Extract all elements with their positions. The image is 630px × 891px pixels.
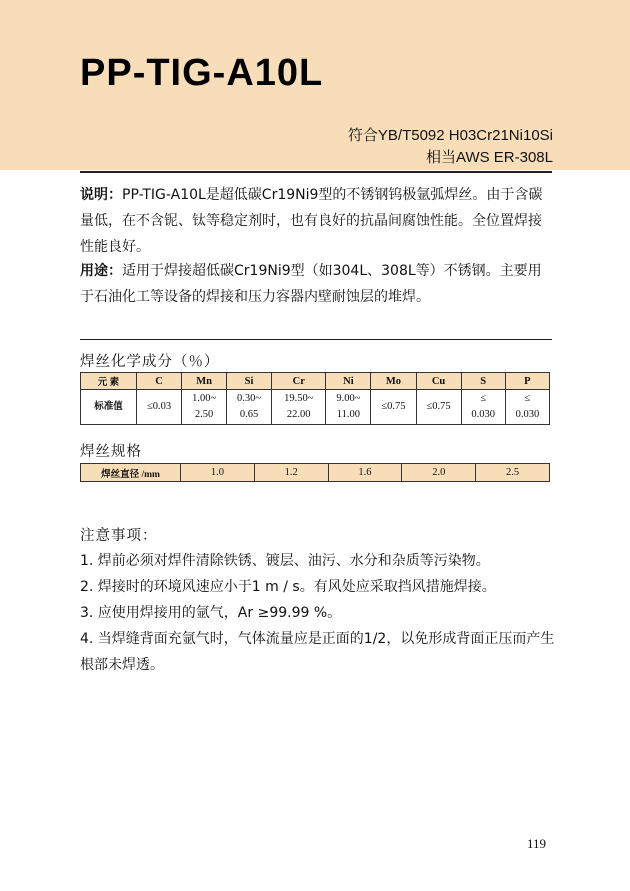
product-title: PP-TIG-A10L xyxy=(80,52,324,94)
value-cell: 1.00~ 2.50 xyxy=(182,390,227,425)
element-cell: Mn xyxy=(182,373,227,390)
usage-text: 适用于焊接超低碳Cr19Ni9型（如304L、308L等）不锈钢。主要用于石油化工等设备的焊接和压力容器内壁耐蚀层的堆焊。 xyxy=(80,263,542,305)
note-item: 4. 当焊缝背面充氩气时，气体流量应是正面的1/2，以免形成背面正压而产生根部未焊透。 xyxy=(80,631,555,673)
standard-line-1: 符合YB/T5092 H03Cr21Ni10Si xyxy=(347,127,553,144)
value-cell: ≤0.75 xyxy=(371,390,416,425)
notes-title: 注意事项： xyxy=(80,528,158,544)
diameter-cell: 2.5 xyxy=(476,464,550,482)
element-cell: Si xyxy=(227,373,272,390)
spec-table xyxy=(80,463,550,482)
composition-value-row xyxy=(81,390,550,425)
usage-label: 用途： xyxy=(80,263,122,279)
value-cell: 19.50~ 22.00 xyxy=(272,390,326,425)
note-item: 3. 应使用焊接用的氩气，Ar ≥99.99 %。 xyxy=(80,605,342,621)
header-divider xyxy=(80,171,552,173)
composition-table xyxy=(80,372,550,425)
value-cell: 9.00~ 11.00 xyxy=(326,390,371,425)
section-divider xyxy=(80,339,552,340)
spec-row xyxy=(81,464,550,482)
element-cell: Mo xyxy=(371,373,416,390)
description-text: PP-TIG-A10L是超低碳Cr19Ni9型的不锈钢钨极氩弧焊丝。由于含碳量低，在不含铌、钛等稳定剂时，也有良好的抗晶间腐蚀性能。全位置焊接性能良好。 xyxy=(80,187,543,255)
page-number: 119 xyxy=(526,836,546,851)
element-cell: C xyxy=(137,373,182,390)
composition-title: 焊丝化学成分（％） xyxy=(80,354,220,370)
spec-title: 焊丝规格 xyxy=(80,444,142,460)
note-item: 2. 焊接时的环境风速应小于1 m / s。有风处应采取挡风措施焊接。 xyxy=(80,579,496,595)
description-label: 说明： xyxy=(80,187,122,203)
element-header-label: 元 素 xyxy=(81,373,137,390)
element-cell: P xyxy=(505,373,549,390)
element-cell: Cr xyxy=(272,373,326,390)
value-cell: ≤ 0.030 xyxy=(505,390,549,425)
diameter-cell: 1.2 xyxy=(254,464,328,482)
diameter-cell: 1.0 xyxy=(181,464,255,482)
diameter-label: 焊丝直径 /mm xyxy=(81,464,181,482)
value-cell: ≤0.03 xyxy=(137,390,182,425)
value-cell: ≤0.75 xyxy=(416,390,461,425)
composition-header-row xyxy=(81,373,550,390)
diameter-cell: 2.0 xyxy=(402,464,476,482)
value-cell: 0.30~ 0.65 xyxy=(227,390,272,425)
usage-paragraph xyxy=(80,258,555,310)
element-cell: Ni xyxy=(326,373,371,390)
element-cell: Cu xyxy=(416,373,461,390)
standard-value-label: 标准值 xyxy=(81,390,137,425)
element-cell: S xyxy=(461,373,505,390)
note-item: 1. 焊前必须对焊件清除铁锈、镀层、油污、水分和杂质等污染物。 xyxy=(80,553,490,569)
standard-line-2: 相当AWS ER-308L xyxy=(426,149,553,166)
description-paragraph xyxy=(80,182,555,260)
diameter-cell: 1.6 xyxy=(328,464,402,482)
value-cell: ≤ 0.030 xyxy=(461,390,505,425)
